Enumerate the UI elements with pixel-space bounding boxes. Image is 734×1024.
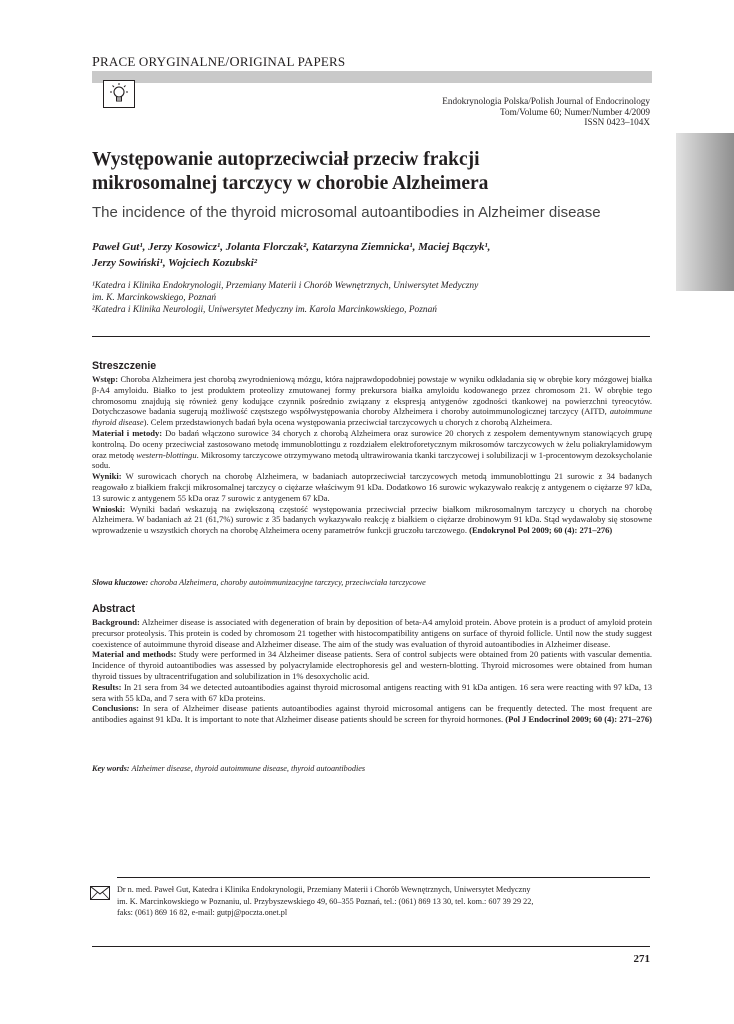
- methods-paragraph: Material and methods: Study were performed in 34 Alzheimer disease patients. Sera of control subjects were obtained from 20 patients with vascular dementia. Incidence of thyroid autoantibodies was assessed by polyacrylamide electrophoresis gel and western-blotting. Thyroid microsomes were obtained from human thyroid tissues by ultracentrifugation and solubilization in 1% desoxycholic acid.: [92, 649, 653, 681]
- correspondence-address: Dr n. med. Paweł Gut, Katedra i Klinika Endokrynologii, Przemiany Materii i Chorób Wewnętrznych, Uniwersytet Medyczny im. K. Marcinkowskiego w Poznaniu, ul. Przybyszewskiego 49, 60–355 Poznań, tel.: (061) 869 13 30, tel. kom.: 607 39 29 22, faks: (061) 869 16 82, e-mail: gutpj@poczta.onet.pl: [117, 885, 534, 917]
- abstract-body: [92, 617, 652, 725]
- background-paragraph: Background: Alzheimer disease is associated with degeneration of brain by deposition of beta-A4 amyloid protein. Above protein is a product of amyloid protein precursor proteolysis. This protein is coded by chromosom 21 together with histocompatibility antigens on surface of thyroid follicle. Until now the study suggest coexistence of autoimmune thyroid disease and Alzheimer disease. The aim of the study was evaluation of thyroid autoantibodies in Alzheimer disease.: [92, 617, 652, 649]
- metody-paragraph: Materiał i metody: Do badań włączono surowice 34 chorych z chorobą Alzheimera oraz surowice 20 chorych z zespołem dementywnym stanowiących grupę kontrolną. Do oceny przeciwciał zastosowano metodę immunoblottingu z rozdziałem elektroforetycznym mikrosomów tarczycowych w żelu poliakrylamidowym oraz metodę western-blottingu. Mikrosomy tarczycowe otrzymywano metodą ultrawirowania tkanki tarczycowej i solubilizacji w 1-procentowym dezoksycholanie sodu.: [92, 427, 653, 471]
- header-bar: [92, 71, 652, 83]
- affiliations: ¹Katedra i Klinika Endokrynologii, Przemiany Materii i Chorób Wewnętrznych, Uniwersytet Medyczny im. K. Marcinkowskiego, Poznań ²Katedra i Klinika Neurologii, Uniwersytet Medyczny im. Karola Marcinkowskiego, Poznań: [92, 281, 479, 315]
- page-number: 271: [633, 953, 650, 965]
- abstract-heading: Abstract: [92, 603, 135, 615]
- key-words: Key words: Alzheimer disease, thyroid autoimmune disease, thyroid autoantibodies: [92, 764, 366, 773]
- wnioski-paragraph: Wnioski: Wyniki badań wskazują na zwiększoną częstość występowania przeciwciał przeciw białkom mikrosomalnym tarczycy u chorych na chorobę Alzheimera. W badaniach aż 21 (61,7%) surowic z 35 badanych wykazywało reakcję z białkiem o ciężarze drobinowym 91 kDa. Stąd wydawałoby się stosowne wprowadzenie u wszystkich chorych na chorobę Alzheimera oceny parametrów funkcji gruczołu tarczowego. (Endokrynol Pol 2009; 60 (4): 271–276): [92, 503, 652, 536]
- journal-issn: ISSN 0423–104X: [584, 117, 650, 128]
- conclusions-paragraph: Conclusions: In sera of Alzheimer disease patients autoantibodies against thyroid microsomal antigens can be frequently detected. The most frequent are antibodies against 91 kDa. It is important to note that Alzheimer disease patients should be screen for thyroid hormones. (Pol J Endocrinol 2009; 60 (4): 271–276): [92, 703, 652, 725]
- title-english: The incidence of the thyroid microsomal autoantibodies in Alzheimer disease: [92, 204, 601, 221]
- wstep-paragraph: Wstęp: Choroba Alzheimera jest chorobą zwyrodnieniową mózgu, która najprawdopodobniej powstaje w wyniku odkładania się w obrębie kory mózgowej białka β-A4 amyloidu. Białko to jest produktem proteolizy zmutowanej formy prekursora białka amyloidu kodowanego przez chromosom 21. W obrębie tego chromosomu znajdują się również geny kodujące czynnik pośrednio związany z ekspresją antygenów zgodności tkankowej na powierzchni tyreocytów. Dotychczasowe badania sugerują możliwość częstszego współwystępowania choroby Alzheimera i choroby autoimmunologicznej tarczycy (AITD, autoimmune thyroid disease). Celem przedstawionych badań była ocena występowania przeciwciał tarczycowych u chorych z chorobą Alzheimera.: [92, 374, 652, 428]
- streszczenie-heading: Streszczenie: [92, 360, 157, 372]
- lightbulb-icon: [103, 80, 135, 108]
- page-divider: [92, 946, 650, 947]
- journal-info: [442, 96, 650, 128]
- journal-name: Endokrynologia Polska/Polish Journal of Endocrinology: [442, 96, 650, 106]
- results-paragraph: Results: In 21 sera from 34 we detected autoantibodies against thyroid microsomal antigens reacting with 91 kDa antigen. 16 sera were reacting with 97 kDa, 13 sera with 55 kDa, and 7 sera with 67 kDa proteins.: [92, 681, 652, 703]
- divider: [92, 336, 650, 337]
- wyniki-paragraph: Wyniki: W surowicach chorych na chorobę Alzheimera, w badaniach autoprzeciwciał tarczycowych metodą immunoblottingu 21 surowic z 34 badanych reagowało z białkiem frakcji mikrosomalnej tarczycy o ciężarze właściwym 91 kDa. Dodatkowo 16 surowic wykazywało reakcję z antygenem o ciężarze 97 kDa, 13 surowic z antygenem 55 kDa oraz 7 surowic z antygenem 67 kDa.: [92, 471, 653, 503]
- section-title: PRACE ORYGINALNE/ORIGINAL PAPERS: [92, 54, 346, 70]
- authors: Paweł Gut¹, Jerzy Kosowicz¹, Jolanta Florczak², Katarzyna Ziemnicka¹, Maciej Bączyk¹, Jerzy Sowiński¹, Wojciech Kozubski²: [92, 241, 491, 269]
- footer-divider: [117, 877, 650, 878]
- streszczenie-body: [92, 374, 652, 536]
- envelope-icon: [90, 886, 110, 905]
- slowa-kluczowe: Słowa kluczowe: choroba Alzheimera, choroby autoimmunizacyjne tarczycy, przeciwciała tarczycowe: [92, 578, 426, 587]
- journal-volume: Tom/Volume 60; Numer/Number 4/2009: [500, 106, 650, 117]
- side-tab: [676, 133, 734, 291]
- title-polish: Występowanie autoprzeciwciał przeciw frakcji mikrosomalnej tarczycy w chorobie Alzheimera: [92, 149, 489, 194]
